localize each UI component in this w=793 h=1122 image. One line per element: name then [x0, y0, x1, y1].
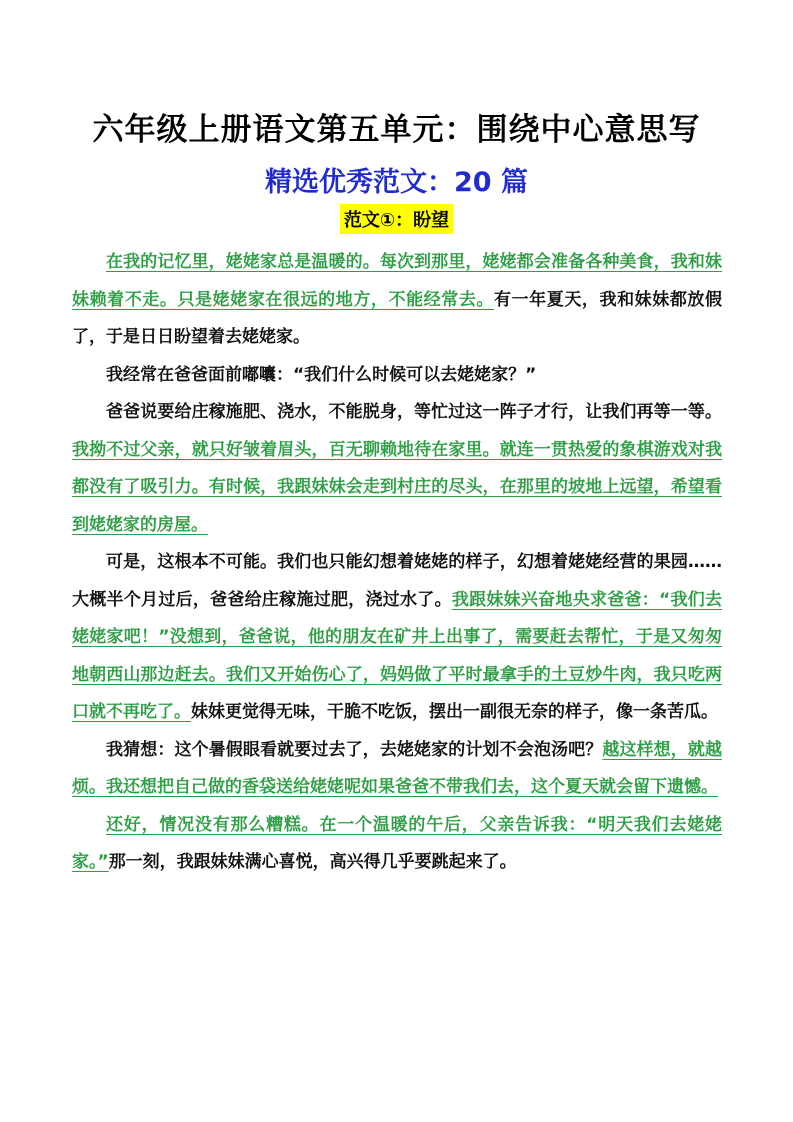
paragraph [72, 807, 722, 882]
sentence: 那一刻，我跟妹妹满心喜悦，高兴得几乎要跳起来了。 [108, 852, 517, 872]
sentence: 可是，这根本不可能。我们也只能幻想着姥姥的样子，幻想着姥姥经营的果园……大概半个月过后，爸爸给庄稼施过肥，浇过水了。 [72, 552, 722, 610]
paragraph [72, 732, 722, 807]
essay-body [72, 244, 722, 882]
paragraph [72, 544, 722, 732]
paragraph [72, 394, 722, 544]
highlighted-sentence: 我跟妹妹兴奋地央求爸爸：“我们去姥姥家吧！”没想到，爸爸说，他的朋友在矿井上出事了，需要赶去帮忙，于是又匆匆地朝西山那边赶去。我们又开始伤心了，妈妈做了平时最拿手的土豆炒牛肉，我只吃两口就不再吃了。 [72, 589, 722, 722]
paragraph [72, 244, 722, 357]
paragraph [72, 357, 722, 395]
highlighted-sentence: 在我的记忆里，姥姥家总是温暖的。每次到那里，姥姥都会准备各种美食，我和妹妹赖着不走。只是姥姥家在很远的地方，不能经常去。 [72, 252, 722, 310]
sentence: 爸爸说要给庄稼施肥、浇水，不能脱身，等忙过这一阵子才行，让我们再等一等。 [106, 402, 722, 422]
page-subtitle: 精选优秀范文：20 篇 [265, 167, 528, 198]
highlighted-sentence: 我拗不过父亲，就只好皱着眉头，百无聊赖地待在家里。就连一贯热爱的象棋游戏对我都没有了吸引力。有时候，我跟妹妹会走到村庄的尽头，在那里的坡地上远望，希望看到姥姥家的房屋。 [72, 439, 722, 535]
sentence: 妹妹更觉得无味，干脆不吃饭，摆出一副很无奈的样子，像一条苦瓜。 [191, 702, 718, 722]
essay-label-row [0, 204, 793, 234]
sentence: 我经常在爸爸面前嘟囔：“我们什么时候可以去姥姥家？” [106, 364, 537, 385]
sentence: 我猜想：这个暑假眼看就要过去了，去姥姥家的计划不会泡汤吧？ [106, 739, 603, 760]
highlighted-sentence: 还好，情况没有那么糟糕。在一个温暖的午后，父亲告诉我：“明天我们去姥姥家。” [72, 814, 722, 872]
highlighted-sentence: 越这样想，就越烦。我还想把自己做的香袋送给姥姥呢如果爸爸不带我们去，这个夏天就会留下遗憾。 [72, 739, 723, 797]
page-title: 六年级上册语文第五单元：围绕中心意思写 [92, 112, 701, 148]
essay-label: 范文①：盼望 [340, 204, 453, 234]
sentence: 有一年夏天，我和妹妹都放假了，于是日日盼望着去姥姥家。 [72, 289, 722, 347]
